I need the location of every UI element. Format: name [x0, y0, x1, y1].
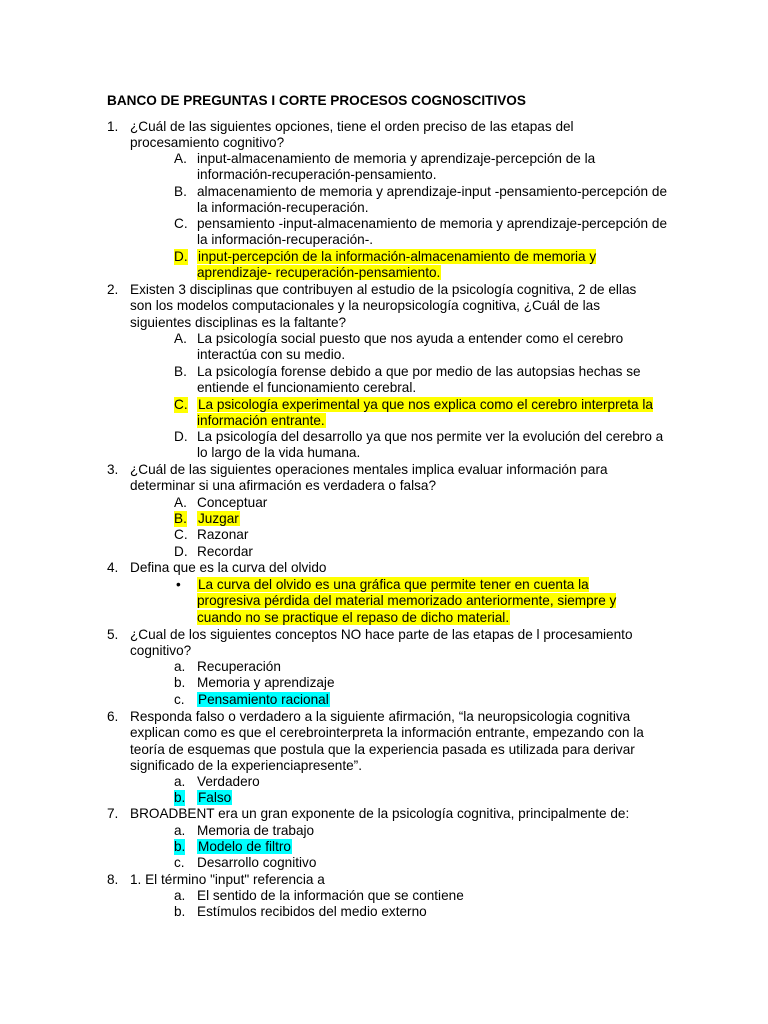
question-number: 8.: [107, 872, 119, 887]
question-number: 6.: [107, 709, 119, 724]
option-marker: a.: [174, 823, 186, 838]
question-text: Defina que es la curva del olvido: [130, 560, 327, 575]
option-marker: c.: [174, 692, 185, 707]
option-marker: a.: [174, 774, 186, 789]
correct-answer-highlight: Pensamiento racional: [198, 692, 329, 707]
option-text: Memoria de trabajo: [197, 823, 315, 838]
option-marker-highlighted: b.: [174, 790, 186, 805]
option-text-correct: [197, 577, 637, 626]
option-marker: A.: [174, 495, 187, 510]
option-text: La psicología del desarrollo ya que nos permite ver la evolución del cerebro a lo largo de la vida humana.: [197, 429, 664, 461]
question-text: Responda falso o verdadero a la siguiente afirmación, “la neuropsicologia cognitiva explican como es que el cerebrointerpreta la información entrante, empezando con la teoría de esquemas que postula que la experiencia pasada es utilizada para derivar significado de la experienciapresente”.: [130, 709, 644, 773]
option-marker: A.: [174, 151, 187, 166]
option-text-correct: [197, 511, 667, 527]
option-marker-highlighted: B.: [174, 511, 187, 526]
option-text: Desarrollo cognitivo: [197, 855, 317, 870]
option-marker: c.: [174, 855, 185, 870]
correct-answer-highlight: La curva del olvido es una gráfica que permite tener en cuenta la progresiva pérdida del material memorizado anteriormente, siempre y cuando no se practique el repaso de dicho material.: [197, 577, 617, 625]
correct-answer-highlight: Juzgar: [198, 511, 239, 526]
option-marker: D.: [174, 544, 188, 559]
question-number: 7.: [107, 806, 119, 821]
option-text: La psicología social puesto que nos ayuda a entender como el cerebro interactúa con su medio.: [197, 331, 624, 363]
option-text: Memoria y aprendizaje: [197, 675, 335, 690]
option-marker: D.: [174, 429, 188, 444]
option-text: Recuperación: [197, 659, 281, 674]
option-marker: B.: [174, 364, 187, 379]
option-text: La psicología forense debido a que por medio de las autopsias hechas se entiende el funcionamiento cerebral.: [197, 364, 641, 396]
question-number: 2.: [107, 282, 119, 297]
option-marker: C.: [174, 527, 188, 542]
question-text: ¿Cuál de las siguientes operaciones mentales implica evaluar información para determinar si una afirmación es verdadera o falsa?: [130, 462, 608, 494]
option-text-correct: [197, 839, 667, 855]
option-text-correct: [197, 397, 677, 430]
option-text-correct: [197, 790, 667, 806]
option-marker: b.: [174, 904, 186, 919]
option-marker-highlighted: b.: [174, 839, 186, 854]
question-number: 3.: [107, 462, 119, 477]
option-text: input-almacenamiento de memoria y aprendizaje-percepción de la información-recuperación-pensamiento.: [197, 151, 596, 183]
option-marker: a.: [174, 659, 186, 674]
option-text: Estímulos recibidos del medio externo: [197, 904, 427, 919]
question-text: BROADBENT era un gran exponente de la psicología cognitiva, principalmente de:: [130, 806, 630, 821]
option-text-correct: [197, 249, 667, 282]
option-text: Razonar: [197, 527, 249, 542]
option-marker: A.: [174, 331, 187, 346]
question-number: 1.: [107, 119, 119, 134]
option-text: Recordar: [197, 544, 253, 559]
question-text: ¿Cual de los siguientes conceptos NO hace parte de las etapas de l procesamiento cognitivo?: [130, 627, 633, 659]
correct-answer-highlight: La psicología experimental ya que nos explica como el cerebro interpreta la información entrante.: [197, 397, 653, 429]
correct-answer-highlight: input-percepción de la información-almacenamiento de memoria y aprendizaje- recuperación-pensamiento.: [197, 249, 597, 281]
option-marker: B.: [174, 184, 187, 199]
option-marker: b.: [174, 675, 186, 690]
option-text: El sentido de la información que se contiene: [197, 888, 464, 903]
option-text-correct: [197, 692, 667, 708]
correct-answer-highlight: Modelo de filtro: [198, 839, 291, 854]
option-text: pensamiento -input-almacenamiento de memoria y aprendizaje-percepción de la información-recuperación-.: [197, 216, 667, 248]
correct-answer-highlight: Falso: [198, 790, 232, 805]
option-text: almacenamiento de memoria y aprendizaje-input -pensamiento-percepción de la información-recuperación.: [197, 184, 667, 216]
option-text: Verdadero: [197, 774, 260, 789]
question-text: 1. El término "input" referencia a: [130, 872, 325, 887]
option-marker-highlighted: C.: [174, 397, 188, 412]
option-marker: a.: [174, 888, 186, 903]
option-marker-highlighted: D.: [174, 249, 188, 264]
bullet-marker: •: [176, 577, 181, 592]
option-text: Conceptuar: [197, 495, 268, 510]
option-marker: C.: [174, 216, 188, 231]
question-text: Existen 3 disciplinas que contribuyen al estudio de la psicología cognitiva, 2 de ellas son los modelos computacionales y la neuropsicología cognitiva, ¿Cuál de las siguientes disciplinas es la faltante?: [130, 282, 637, 330]
document-title: BANCO DE PREGUNTAS I CORTE PROCESOS COGNOSCITIVOS: [107, 93, 526, 108]
question-number: 4.: [107, 560, 119, 575]
question-text: ¿Cuál de las siguientes opciones, tiene el orden preciso de las etapas del procesamiento cognitivo?: [130, 119, 574, 151]
question-number: 5.: [107, 627, 119, 642]
